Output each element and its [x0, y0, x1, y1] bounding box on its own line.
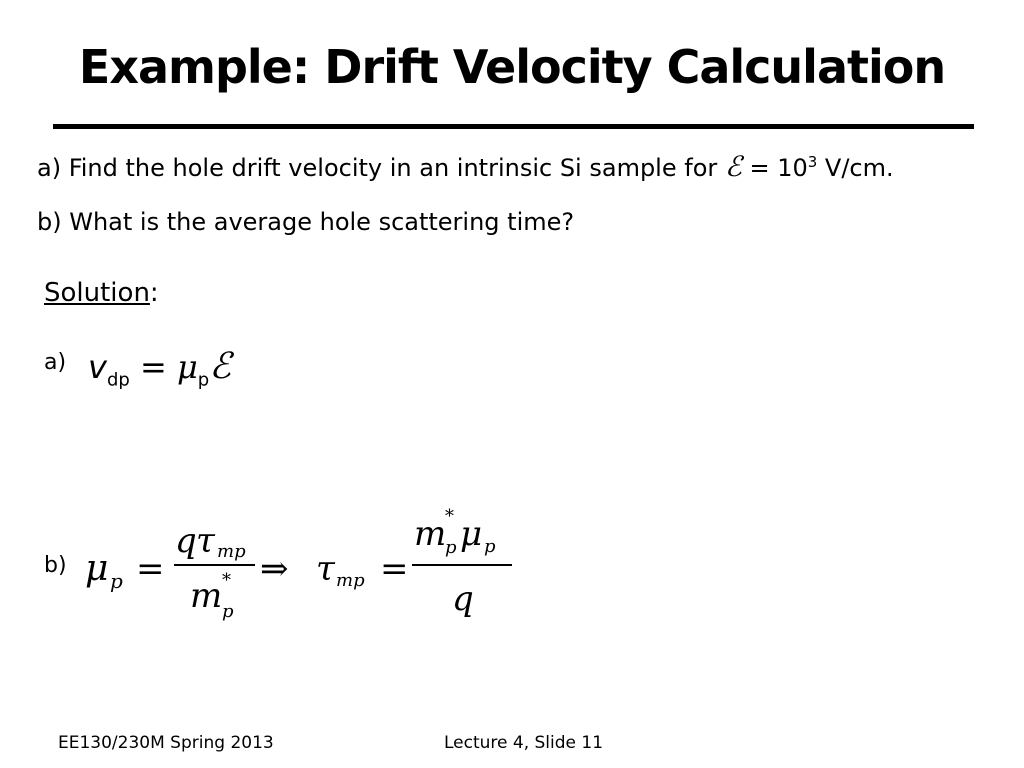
tau-subscript: mp — [336, 570, 365, 591]
question-a-exponent: 3 — [807, 153, 818, 171]
slide-title: Example: Drift Velocity Calculation — [78, 40, 946, 94]
star-denominator: * — [222, 570, 231, 591]
part-a-equation — [88, 346, 231, 391]
mobility-subscript: p — [197, 369, 210, 391]
q-denominator: q — [452, 579, 474, 619]
tau-numerator: τ — [196, 521, 215, 561]
equals-1: = — [136, 549, 165, 589]
p-subscript-denominator: p — [222, 601, 234, 622]
question-a-middle: = 10 — [741, 154, 808, 182]
star-numerator: * — [445, 506, 454, 527]
velocity-subscript: dp — [106, 369, 130, 391]
question-b: b) What is the average hole scattering time? — [37, 208, 575, 236]
mobility-symbol: μ — [176, 348, 198, 386]
footer-course: EE130/230M Spring 2013 — [58, 733, 274, 753]
tau-subscript-numerator: mp — [217, 541, 246, 562]
question-a-suffix: V/cm. — [817, 154, 894, 182]
equals-sign: = — [129, 348, 177, 386]
equals-2: = — [380, 549, 409, 589]
q-numerator: q — [175, 521, 197, 561]
footer-lecture: Lecture 4, Slide 11 — [444, 733, 604, 753]
solution-heading — [44, 278, 159, 308]
title-underline — [53, 124, 974, 129]
mu-subscript-numerator: p — [484, 536, 496, 557]
velocity-symbol: v — [88, 348, 107, 386]
p-subscript-numerator: p — [445, 537, 457, 558]
implies-arrow: ⇒ — [260, 549, 289, 589]
question-a-prefix: a) Find the hole drift velocity in an intrinsic Si sample for — [37, 154, 725, 182]
electric-field-symbol: ℰ — [724, 150, 742, 183]
question-a — [37, 150, 894, 183]
m-numerator: m — [414, 514, 447, 554]
part-b-equation — [80, 500, 520, 630]
electric-field-symbol-a: ℰ — [209, 346, 231, 387]
m-denominator: m — [190, 576, 223, 616]
mu-p-subscript: p — [110, 569, 123, 593]
solution-label: Solution — [44, 278, 150, 308]
solution-colon: : — [149, 278, 159, 308]
mu-numerator: μ — [460, 514, 483, 554]
mu-p-symbol: μ — [85, 548, 109, 589]
part-b-label: b) — [44, 553, 67, 578]
tau-symbol: τ — [316, 549, 335, 589]
part-a-label: a) — [44, 350, 67, 375]
